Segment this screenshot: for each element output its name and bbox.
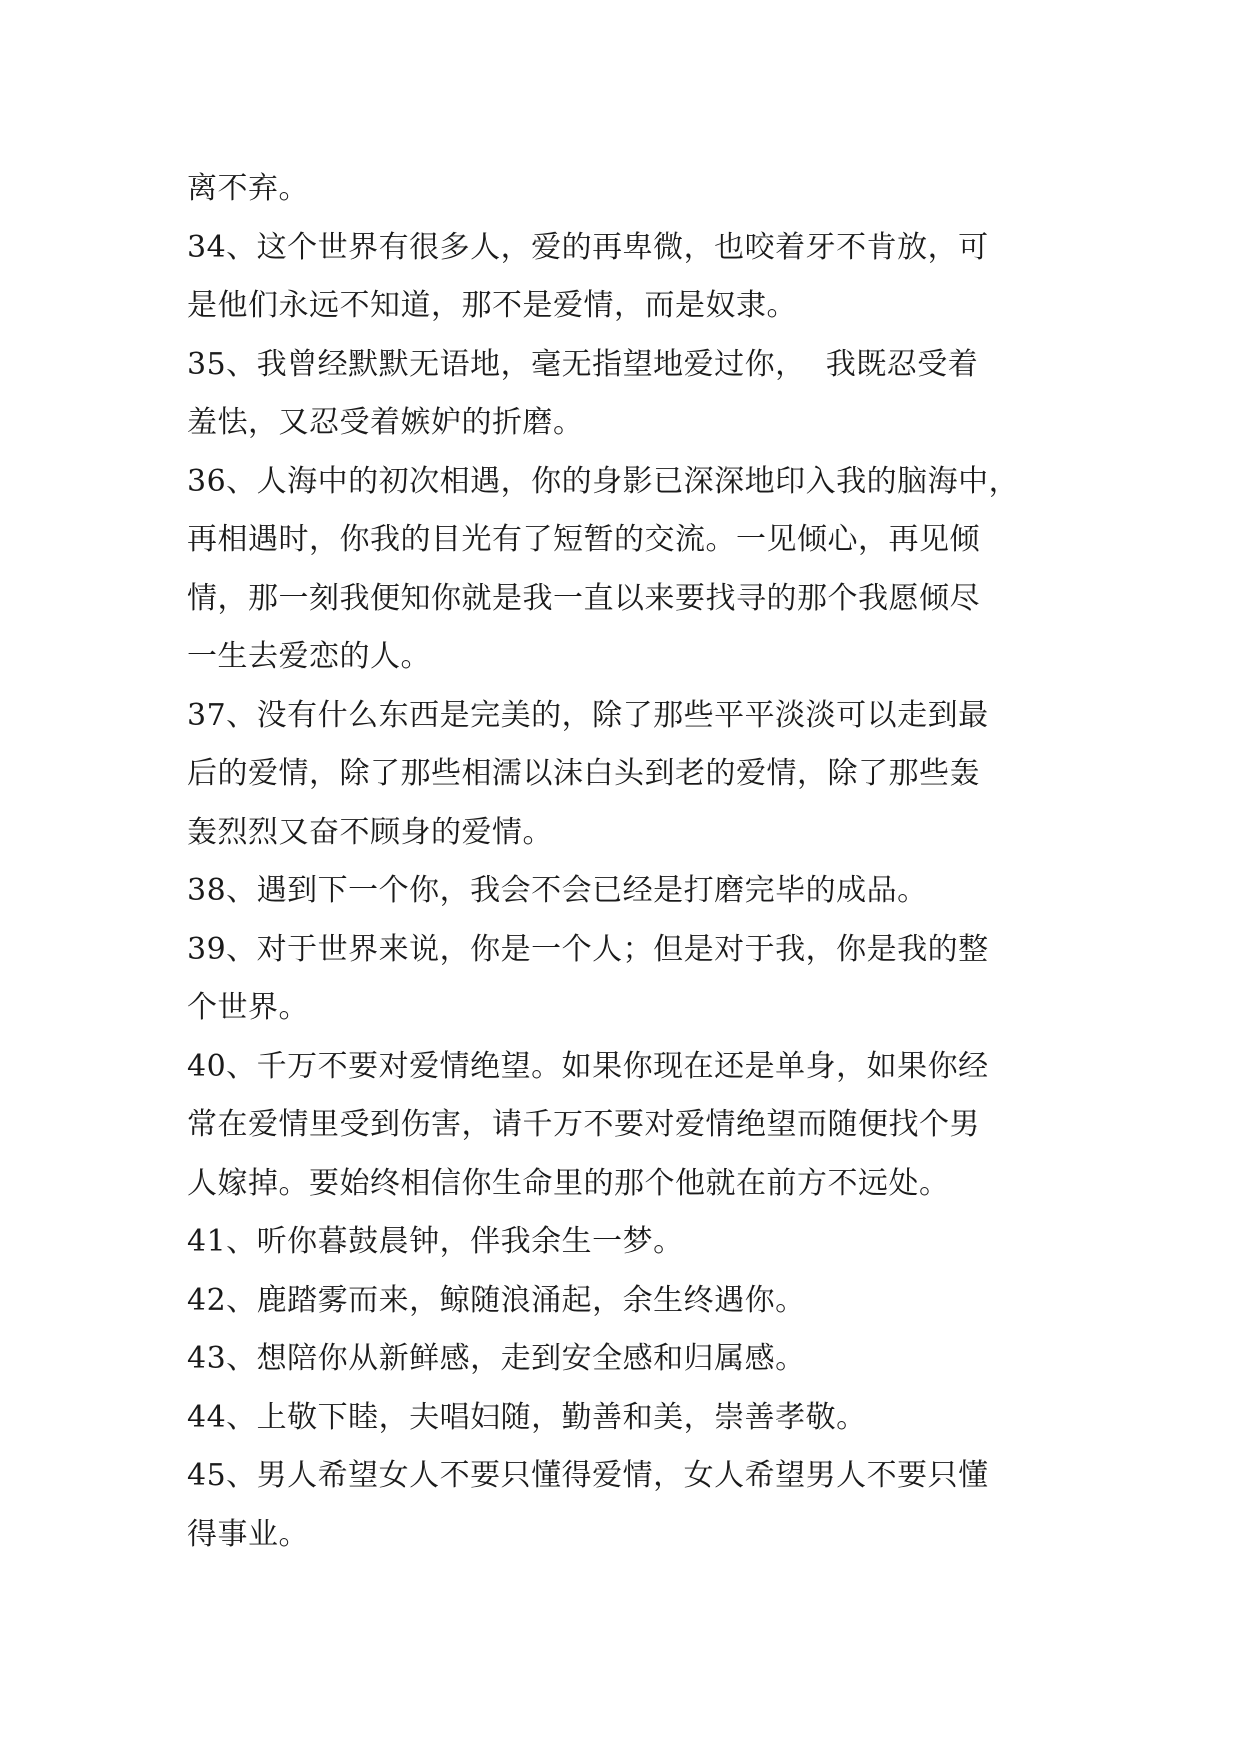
text-line: 情，那一刻我便知你就是我一直以来要找寻的那个我愿倾尽 [187,580,980,616]
text-line: 常在爱情里受到伤害，请千万不要对爱情绝望而随便找个男 [187,1107,980,1142]
text-line: 轰烈烈又奋不顾身的爱情。 [187,814,553,850]
text-line: 41、听你暮鼓晨钟，伴我余生一梦。 [187,1224,684,1259]
text-line: 34、这个世界有很多人，爱的再卑微，也咬着牙不肯放，可 [187,229,989,265]
text-line: 再相遇时，你我的目光有了短暂的交流。一见倾心，再见倾 [187,522,980,557]
text-line: 44、上敬下睦，夫唱妇随，勤善和美，崇善孝敬。 [187,1399,867,1435]
text-line: 42、鹿踏雾而来，鲸随浪涌起，余生终遇你。 [187,1282,806,1318]
text-line: 45、男人希望女人不要只懂得爱情，女人希望男人不要只懂 [187,1458,989,1493]
text-line: 人嫁掉。要始终相信你生命里的那个他就在前方不远处。 [187,1165,950,1201]
text-line: 离不弃。 [187,171,309,206]
text-line: 36、人海中的初次相遇，你的身影已深深地印入我的脑海中， [187,463,1020,499]
text-line: 个世界。 [187,990,309,1025]
text-line: 38、遇到下一个你，我会不会已经是打磨完毕的成品。 [187,873,928,908]
text-line: 一生去爱恋的人。 [187,639,431,674]
text-line: 39、对于世界来说，你是一个人；但是对于我，你是我的整 [187,931,989,967]
text-line: 35、我曾经默默无语地，毫无指望地爱过你， 我既忍受着 [187,346,979,382]
body-text [187,160,1057,1564]
text-line: 40、千万不要对爱情绝望。如果你现在还是单身，如果你经 [187,1048,989,1084]
text-line: 43、想陪你从新鲜感，走到安全感和归属感。 [187,1341,806,1376]
text-line: 是他们永远不知道，那不是爱情，而是奴隶。 [187,288,797,323]
text-line: 37、没有什么东西是完美的，除了那些平平淡淡可以走到最 [187,697,989,733]
text-line: 后的爱情，除了那些相濡以沫白头到老的爱情，除了那些轰 [187,756,980,791]
text-line: 得事业。 [187,1516,309,1552]
text-line: 羞怯，又忍受着嫉妒的折磨。 [187,405,584,440]
